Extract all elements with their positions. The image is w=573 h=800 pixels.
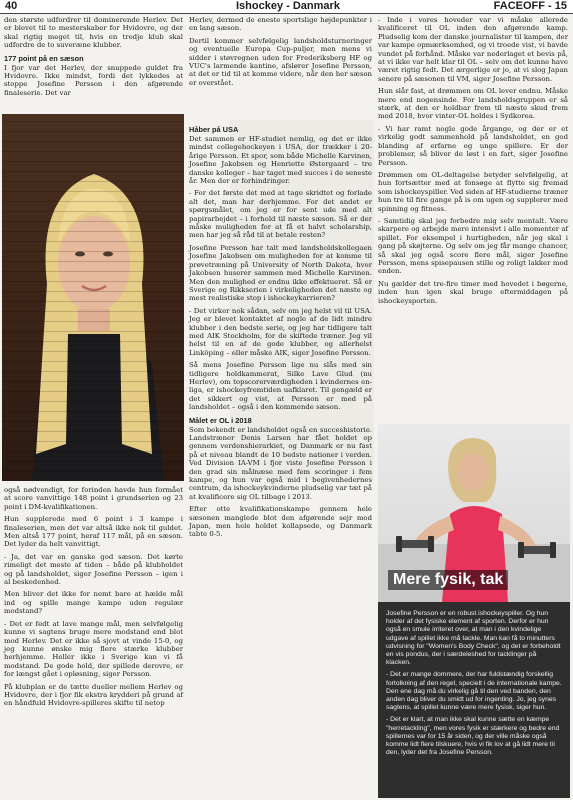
paragraph: Hun supplerede med 6 point i 3 kampe i finaleserien, men det var altså ikke nok til guldet. Men altså 177 point, heraf 117 mål, på en sæson. Det lyder da helt vanvittigt. [4, 515, 183, 549]
paragraph: Herlev, dermed de eneste sportslige højdepunkter i en lang sæson. [189, 16, 372, 33]
paragraph: Men bliver det ikke for nemt bare at hælde mål ind og spille mange kampe uden regulær modstand? [4, 590, 183, 616]
paragraph: Efter otte kvalifikationskampe gennem hele sæsonen manglede blot den afgørende sejr mod Japan, men hele holdet kollapsede, og Danmark tabte 0-5. [189, 505, 372, 539]
paragraph: Dertil kommer selvfølgelig landsholdsturneringer og eventuelle Europa Cup-puljer, men mens vi sidder i støvregnen uden for Frederiksberg HF og VUC's larmende kantine, afslører Josefine Persson, at det er tid til at komme videre, når den her sæson er overstået. [189, 36, 372, 87]
subheading: Håber på USA [189, 125, 239, 134]
paragraph: - Ja, det var en ganske god sæson. Det kørte rimeligt det meste af tiden – både på klubholdet og på landsholdet, siger Josefine Persson – igen i al beskedenhed. [4, 552, 183, 587]
column-3 [378, 16, 568, 309]
paragraph: Det sammen er HF-studiet nemlig, og det er ikke mindst collegehockeyen i USA, der trækker i 20-årige Persson. Et spor, som både Michelle Karvinen, Josefine Jakobsen og Henriette Østergaard – tre danske kolleger – har taget med succes i de seneste år. Men der er forhindringer. [189, 135, 372, 186]
paragraph: - Det er klart, at man ikke skal kunne sætte en kæmpe "herretackling", men vores fysik er stærkere og bedre end spillernes var for 15 år siden, og der ville måske også komme lidt flere tilskuere, hvis vi fik lov at gå lidt mere til den, lyder det fra Josefine Persson. [386, 716, 560, 757]
sidebar-box [378, 424, 570, 798]
paragraph: - Vi har ramt nogle gode årgange, og der er et virkelig godt sammenhold på landsholdet, en god blanding af erfarne og unge spillere. Er der problemer, så bliver de løst i en fart, siger Josefine Persson. [378, 124, 568, 167]
subheading: Målet er OL i 2018 [189, 415, 252, 425]
page-number-left: 40 [5, 0, 18, 12]
box-text [386, 610, 562, 761]
paragraph: Som bekendt er landsholdet også en succeshistorie. Landstræner Denis Larsen har fået holdet op gennem verdenshierarkiet, og Danmark er nu fast på et niveau blandt de 10 bedste nationer i verden. Ved Division IA-VM i fjor viste Josefine Persson i den grad sin målnæse med fem scoringer i fem kampe, og hun var også mid i begivenhedernes centrum, da ishockeykvinderne pludselig var tæt på at kvalificere sig OL tilbage i 2013. [189, 425, 372, 501]
paragraph: Hun slår fast, at drømmen om OL lever endnu. Måske mere end nogensinde. For landsholdsgruppen er så stærk, at den er holdbar frem til næste skud frem mod 2018, hvor vinter-OL holdes i Sydkorea. [378, 87, 568, 121]
paragraph: Drømmen om OL-deltagelse betyder selvfølgelig, at hun fortsætter med at fonsøge at flytte sig fremad som ishockeyspiller. Ved siden af HF-studierne træner hun tre til fire gange på is om ugen og supplerer med spinning og fitness. [378, 170, 568, 213]
paragraph: Så mens Josefine Persson lige nu slås med sin tidligere holdkammerat, Silke Lave Glud (nu Herlev), om topscorerværdigheden i kvindernes en-liga, er ishockeyfremtiden uafklaret. Til gengæld er det sikkert og vist, at Persson er med på landsholdet – også i den kommende sæson. [189, 361, 372, 412]
page-header [0, 0, 573, 14]
paragraph: - Det er mange dommere, der har fuldstændig forskellig fortolkning af den regel, specielt i de internationale kampe. Den ene dag må du virkelig gå til den ved banden, den anden dag bliver du smidt ud for ingenting. Jo, jeg synes sagtens, at spillet kunne være mere fysisk, siger hun. [386, 671, 562, 712]
player-portrait-photo [2, 114, 184, 481]
box-title: Mere fysik, tak [388, 570, 508, 590]
subheading: 177 point på en sæson [4, 53, 84, 63]
paragraph: også nødvendigt, for forinden havde hun formået at score vanvittige 148 point i grundserien og 23 point i DM-kvalifikationen. [4, 486, 183, 511]
page-number-right: FACEOFF - 15 [493, 0, 567, 12]
section-title: Ishockey - Danmark [236, 0, 340, 12]
column-1-top [4, 16, 183, 101]
paragraph: - For det første det med at tage skridtet og forlade alt det, man har derhjemme. For det andet er spørgsmålet, om jeg er for sent ude med alt papirarbejdet – i forhold til næste sæson. Så er der måske muligheden for at få et halvt scholarship, men har jeg så råd til at betale resten? [189, 189, 372, 240]
paragraph: - Det virker nok sådan, selv om jeg helst vil til USA. Jeg er blevet kontaktet af nogle af de lidt mindre klubber i den bedste serie, og jeg har tidligere talt med AIK Stockholm, for de skiftede træner. Jeg vil helst til en af de gode klubber, og allerhelst Linköping – eller måske AIK, siger Josefine Persson. [189, 306, 372, 357]
paragraph: På klubplan er de tætte dueller mellem Herlev og Hvidovre, der i fjor fik ekstra krydderi på grund af en håndfuld Hvidovre-spilleres skifte til netop [4, 682, 183, 708]
column-1-bottom [4, 486, 183, 712]
paragraph: - Inde i vores hoveder var vi måske allerede kvalificeret til OL inden den afgørende kamp. Pludselig kom der danske journalister til kampen, der var kampe opmærksomhed, og vi troede vist, vi havde vundet på forhånd. Måske var nederlaget et bevis på, at vi ikke var helt klar til OL – selv om det kunne have været rigtig fedt. Det ærgerlige er jo, at vi slog Japan senere på sæsonen til VM, siger Josefine Persson. [378, 16, 568, 83]
column-2-top [189, 16, 372, 91]
paragraph: - Det er fedt at lave mange mål, men selvfølgelig kunne vi sagtens bruge mere modstand end blot mod Herlev. Det er ikke så sjovt at vinde 15-0, og jeg kunne ønske mig flere stærke klubber herhjemme. Heller ikke i Sverige kan vi få modstand. De gode hold, der spillede derovre, er for længst gået i opløsning, siger Persson. [4, 619, 183, 679]
paragraph: Nu gælder det tre-fire timer med hovedet i bøgerne, inden hun igen skal bruge eftermiddagen på ishockeysporten. [378, 279, 568, 305]
paragraph: - Samtidig skal jeg forbedre mig selv mentalt. Være skarpere og arbejde mere intensivt i alle momenter af spillet. For eksempel i hurtigheden, når jeg skal i gang på skøjterne. Og selv om jeg får mange chancer, så skal jeg også score flere mål, siger Josefine Persson, mens spisepausen stille og roligt lakker mod enden. [378, 216, 568, 276]
paragraph: den største udfordrer til dominerende Herlev. Det er blevet til to mesterskaber for Hvidovre, og der skal rigtig meget til, hvis en tredje klub skal udfordre de to suveræne klubber. [4, 16, 183, 50]
paragraph: I fjor var det Herlev, der snuppede guldet fra Hvidovre. Ikke mindst, fordi det lykkedes at stoppe Josefine Persson i den afgørende finaleserie. Det var [4, 63, 183, 97]
paragraph: Josefine Persson har talt med landsholdskollegaen Josefine Jakobsen om muligheden for at komme til prøvetræning på University of North Dakota, hvor Jakobsen huserer sammen med Michelle Karvinen. Men den mulighed er endnu ikke effektueret. Så er Sverige og Rikkserien i virkeligheden det næste og mest realistiske stop i ishockeykarrieren? [189, 243, 372, 303]
column-2-bottom [189, 123, 372, 543]
paragraph: Josefine Persson er en robust ishockeyspiller. Og hun holder af det fysiske element af sporten. Derfor er hun også en smule irriteret over, at man i den kvindelige udgave af spillet ikke må tackle. Man kan få to minutters udvisning for "Women's Body Check", og det er forbeholdt en vis pondus, der i særdeleshed for tacklinger på klacken. [386, 610, 561, 667]
